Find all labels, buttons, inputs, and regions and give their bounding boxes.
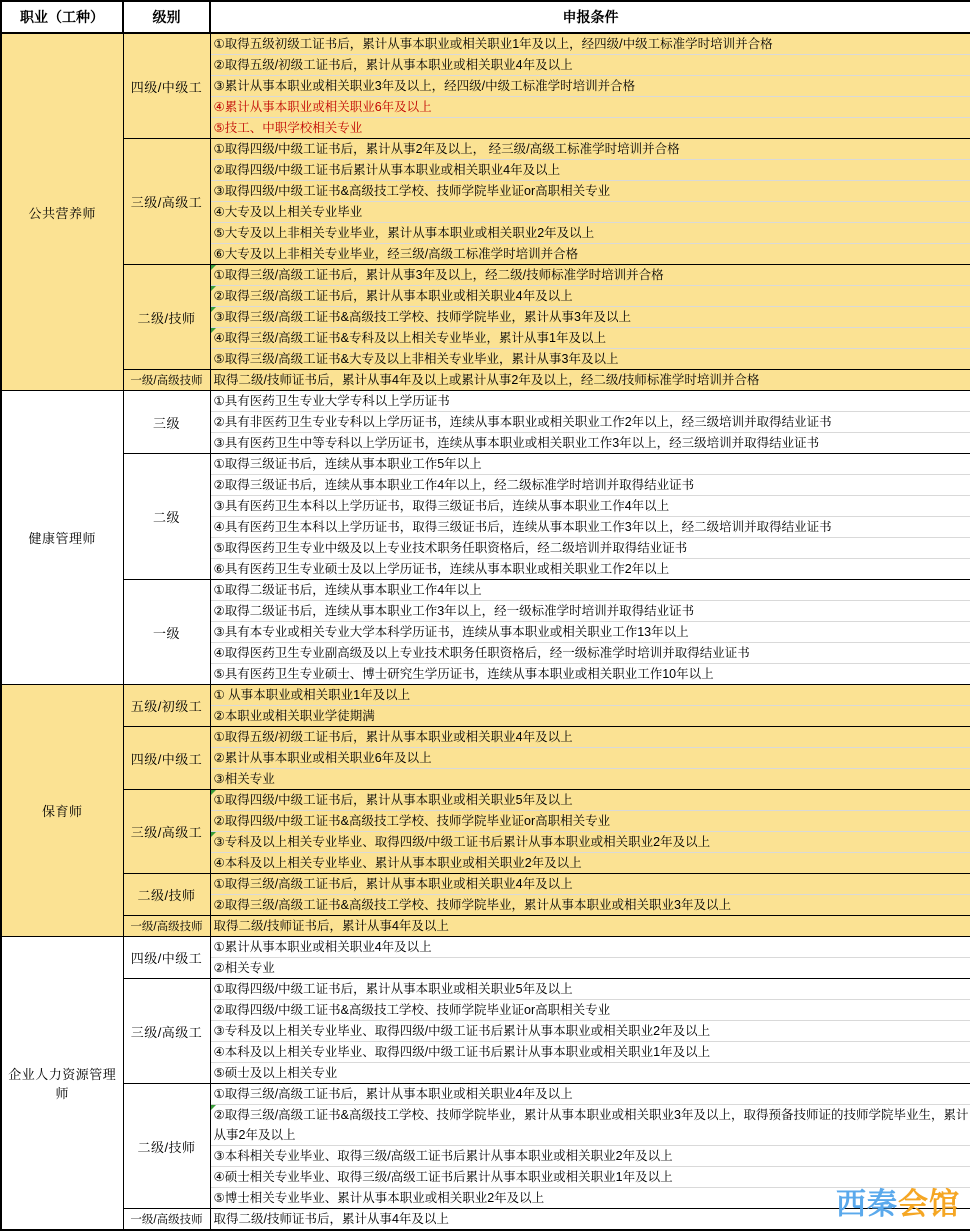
requirement-line-list xyxy=(211,1209,970,1229)
requirements-cell xyxy=(210,454,970,580)
requirement-line: ④大专及以上相关专业毕业 xyxy=(211,202,970,223)
requirement-line-list xyxy=(211,370,970,390)
level-cell: 一级/高级技师 xyxy=(123,370,210,391)
requirement-line: ②取得二级证书后，连续从事本职业工作3年以上，经一级标准学时培训并取得结业证书 xyxy=(211,601,970,622)
requirement-line: ①取得四级/中级工证书后，累计从事本职业或相关职业5年及以上 xyxy=(211,979,970,1000)
occupation-cell: 保育师 xyxy=(1,685,123,937)
level-cell: 四级/中级工 xyxy=(123,937,210,979)
requirements-cell xyxy=(210,391,970,454)
requirements-cell xyxy=(210,139,970,265)
header-occupation: 职业（工种） xyxy=(1,1,123,33)
requirement-line: ⑤大专及以上非相关专业毕业，累计从事本职业或相关职业2年及以上 xyxy=(211,223,970,244)
table-row xyxy=(1,1084,970,1209)
requirement-line: ⑥具有医药卫生专业硕士及以上学历证书，连续从事本职业或相关职业工作2年以上 xyxy=(211,559,970,579)
requirement-line-list xyxy=(211,874,970,915)
table-row xyxy=(1,370,970,391)
table-row xyxy=(1,790,970,874)
requirement-line-list xyxy=(211,454,970,579)
requirement-line: 取得二级/技师证书后，累计从事4年及以上 xyxy=(211,1209,970,1229)
requirement-line: ③本科相关专业毕业、取得三级/高级工证书后累计从事本职业或相关职业2年及以上 xyxy=(211,1146,970,1167)
requirement-line-list xyxy=(211,1084,970,1208)
level-cell: 一级/高级技师 xyxy=(123,1209,210,1231)
requirement-line: ⑤具有医药卫生专业硕士、博士研究生学历证书，连续从事本职业或相关职业工作10年以上 xyxy=(211,664,970,684)
requirement-line: ④硕士相关专业毕业、取得三级/高级工证书后累计从事本职业或相关职业1年及以上 xyxy=(211,1167,970,1188)
requirement-line: ①具有医药卫生专业大学专科以上学历证书 xyxy=(211,391,970,412)
requirement-line: ②累计从事本职业或相关职业6年及以上 xyxy=(211,748,970,769)
requirements-cell xyxy=(210,685,970,727)
requirement-line: ③相关专业 xyxy=(211,769,970,789)
requirement-line-list xyxy=(211,937,970,978)
table-row xyxy=(1,685,970,727)
requirement-line: ②具有非医药卫生专业专科以上学历证书，连续从事本职业或相关职业工作2年以上，经三级培训并取得结业证书 xyxy=(211,412,970,433)
watermark-blue-text: 西秦 xyxy=(836,1187,898,1222)
table-row xyxy=(1,391,970,454)
requirements-cell xyxy=(210,370,970,391)
requirements-cell xyxy=(210,979,970,1084)
requirements-cell xyxy=(210,937,970,979)
table-row xyxy=(1,33,970,139)
requirement-line: ②取得三级/高级工证书后，累计从事本职业或相关职业4年及以上 xyxy=(211,286,970,307)
requirement-line: ②取得四级/中级工证书后累计从事本职业或相关职业4年及以上 xyxy=(211,160,970,181)
level-cell: 三级/高级工 xyxy=(123,790,210,874)
level-cell: 一级/高级技师 xyxy=(123,916,210,937)
watermark-orange-text: 会馆 xyxy=(898,1187,960,1222)
requirement-line: ①取得三级/高级工证书后，累计从事本职业或相关职业4年及以上 xyxy=(211,1084,970,1105)
requirement-line: 取得二级/技师证书后，累计从事4年及以上 xyxy=(211,916,970,936)
requirement-line: ③具有医药卫生本科以上学历证书，取得三级证书后，连续从事本职业工作4年以上 xyxy=(211,496,970,517)
requirement-line-list xyxy=(211,34,970,138)
requirement-line: ④本科及以上相关专业毕业、累计从事本职业或相关职业2年及以上 xyxy=(211,853,970,873)
occupation-cell: 公共营养师 xyxy=(1,33,123,391)
requirement-line: ②本职业或相关职业学徒期满 xyxy=(211,706,970,726)
table-row xyxy=(1,874,970,916)
requirement-line-list xyxy=(211,139,970,264)
requirement-line-list xyxy=(211,265,970,369)
requirement-line-list xyxy=(211,580,970,684)
level-cell: 四级/中级工 xyxy=(123,33,210,139)
requirement-line-list xyxy=(211,685,970,726)
table-row xyxy=(1,265,970,370)
header-requirements: 申报条件 xyxy=(210,1,970,33)
requirements-cell xyxy=(210,1084,970,1209)
table-header-row xyxy=(1,1,970,33)
requirement-line: ④具有医药卫生本科以上学历证书，取得三级证书后，连续从事本职业工作3年以上，经二级培训并取得结业证书 xyxy=(211,517,970,538)
requirement-line: ②取得三级/高级工证书&高级技工学校、技师学院毕业，累计从事本职业或相关职业3年及以上 xyxy=(211,895,970,915)
requirements-cell xyxy=(210,916,970,937)
occupation-cell: 企业人力资源管理师 xyxy=(1,937,123,1231)
requirement-line: ⑤取得三级/高级工证书&大专及以上非相关专业毕业，累计从事3年及以上 xyxy=(211,349,970,369)
table-row xyxy=(1,916,970,937)
table-row xyxy=(1,1209,970,1231)
requirements-cell xyxy=(210,727,970,790)
requirement-line: ①取得五级/初级工证书后，累计从事本职业或相关职业4年及以上 xyxy=(211,727,970,748)
table-row xyxy=(1,454,970,580)
level-cell: 一级 xyxy=(123,580,210,685)
level-cell: 二级/技师 xyxy=(123,265,210,370)
requirement-line: ②取得四级/中级工证书&高级技工学校、技师学院毕业证or高职相关专业 xyxy=(211,811,970,832)
requirement-line: ① 从事本职业或相关职业1年及以上 xyxy=(211,685,970,706)
requirement-line: ②取得五级/初级工证书后，累计从事本职业或相关职业4年及以上 xyxy=(211,55,970,76)
header-level: 级别 xyxy=(123,1,210,33)
requirements-cell xyxy=(210,580,970,685)
requirement-line: ⑤取得医药卫生专业中级及以上专业技术职务任职资格后，经二级培训并取得结业证书 xyxy=(211,538,970,559)
requirements-cell xyxy=(210,265,970,370)
requirement-line: ④累计从事本职业或相关职业6年及以上 xyxy=(211,97,970,118)
requirement-line: ③取得三级/高级工证书&高级技工学校、技师学院毕业，累计从事3年及以上 xyxy=(211,307,970,328)
requirement-line: ①取得三级/高级工证书后，累计从事3年及以上，经二级/技师标准学时培训并合格 xyxy=(211,265,970,286)
requirement-line: ③专科及以上相关专业毕业、取得四级/中级工证书后累计从事本职业或相关职业2年及以上 xyxy=(211,832,970,853)
requirement-line-list xyxy=(211,916,970,936)
requirement-line-list xyxy=(211,727,970,789)
table-row xyxy=(1,979,970,1084)
requirement-line: ①取得五级初级工证书后，累计从事本职业或相关职业1年及以上，经四级/中级工标准学时培训并合格 xyxy=(211,34,970,55)
requirement-line: ④取得医药卫生专业副高级及以上专业技术职务任职资格后，经一级标准学时培训并取得结业证书 xyxy=(211,643,970,664)
occupation-cell: 健康管理师 xyxy=(1,391,123,685)
requirements-cell xyxy=(210,790,970,874)
requirement-line-list xyxy=(211,790,970,873)
requirement-line: 取得二级/技师证书后，累计从事4年及以上或累计从事2年及以上，经二级/技师标准学时培训并合格 xyxy=(211,370,970,390)
requirement-line-list xyxy=(211,391,970,453)
requirement-line: ①取得二级证书后，连续从事本职业工作4年以上 xyxy=(211,580,970,601)
table-row xyxy=(1,727,970,790)
requirement-line: ③具有本专业或相关专业大学本科学历证书，连续从事本职业或相关职业工作13年以上 xyxy=(211,622,970,643)
requirements-cell xyxy=(210,874,970,916)
table-row xyxy=(1,937,970,979)
requirement-line: ①取得四级/中级工证书后，累计从事本职业或相关职业5年及以上 xyxy=(211,790,970,811)
requirement-line-list xyxy=(211,979,970,1083)
level-cell: 二级/技师 xyxy=(123,874,210,916)
requirement-line: ①累计从事本职业或相关职业4年及以上 xyxy=(211,937,970,958)
level-cell: 二级/技师 xyxy=(123,1084,210,1209)
requirement-line: ②取得三级/高级工证书&高级技工学校、技师学院毕业，累计从事本职业或相关职业3年及以上，取得预备技师证的技师学院毕业生，累计从事2年及以上 xyxy=(211,1105,970,1146)
level-cell: 四级/中级工 xyxy=(123,727,210,790)
requirement-line: ②取得三级证书后，连续从事本职业工作4年以上，经二级标准学时培训并取得结业证书 xyxy=(211,475,970,496)
requirement-line: ④取得三级/高级工证书&专科及以上相关专业毕业，累计从事1年及以上 xyxy=(211,328,970,349)
requirement-line: ⑥大专及以上非相关专业毕业，经三级/高级工标准学时培训并合格 xyxy=(211,244,970,264)
requirement-line: ③取得四级/中级工证书&高级技工学校、技师学院毕业证or高职相关专业 xyxy=(211,181,970,202)
requirement-line: ③具有医药卫生中等专科以上学历证书，连续从事本职业或相关职业工作3年以上，经三级培训并取得结业证书 xyxy=(211,433,970,453)
level-cell: 三级/高级工 xyxy=(123,979,210,1084)
requirement-line: ④本科及以上相关专业毕业、取得四级/中级工证书后累计从事本职业或相关职业1年及以上 xyxy=(211,1042,970,1063)
table-row xyxy=(1,139,970,265)
requirement-line: ②相关专业 xyxy=(211,958,970,978)
level-cell: 五级/初级工 xyxy=(123,685,210,727)
requirement-line: ①取得三级证书后，连续从事本职业工作5年以上 xyxy=(211,454,970,475)
requirements-cell xyxy=(210,33,970,139)
requirement-line: ①取得三级/高级工证书后，累计从事本职业或相关职业4年及以上 xyxy=(211,874,970,895)
level-cell: 三级/高级工 xyxy=(123,139,210,265)
level-cell: 三级 xyxy=(123,391,210,454)
level-cell: 二级 xyxy=(123,454,210,580)
requirement-line: ③专科及以上相关专业毕业、取得四级/中级工证书后累计从事本职业或相关职业2年及以上 xyxy=(211,1021,970,1042)
requirement-line: ①取得四级/中级工证书后，累计从事2年及以上， 经三级/高级工标准学时培训并合格 xyxy=(211,139,970,160)
requirement-line: ⑤博士相关专业毕业、累计从事本职业或相关职业2年及以上 xyxy=(211,1188,970,1208)
table-row xyxy=(1,580,970,685)
requirement-line: ②取得四级/中级工证书&高级技工学校、技师学院毕业证or高职相关专业 xyxy=(211,1000,970,1021)
requirement-line: ⑤硕士及以上相关专业 xyxy=(211,1063,970,1083)
requirement-line: ⑤技工、中职学校相关专业 xyxy=(211,118,970,138)
requirements-cell xyxy=(210,1209,970,1231)
requirement-line: ③累计从事本职业或相关职业3年及以上，经四级/中级工标准学时培训并合格 xyxy=(211,76,970,97)
